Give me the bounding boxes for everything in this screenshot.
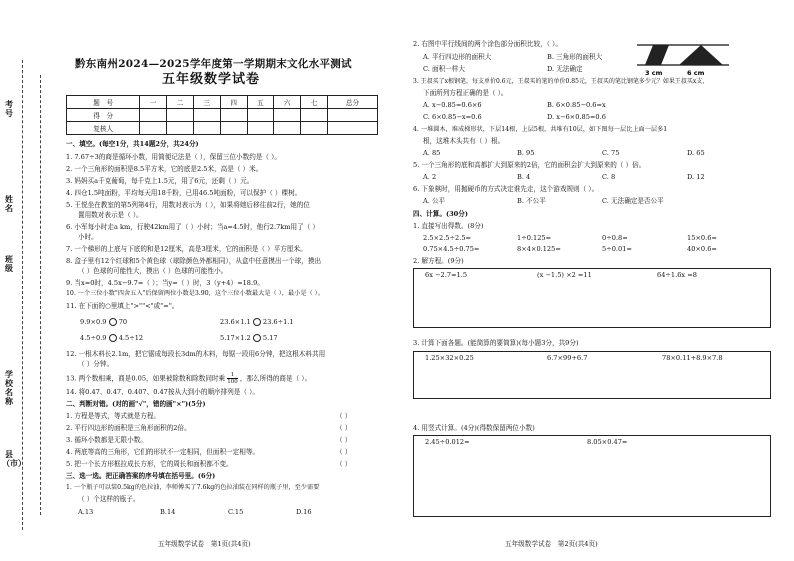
score-entry[interactable] — [274, 109, 301, 122]
question-1-6: 6. 小军每小时走a km，行驶42km用了（ ）小时；当a=4.5时，他行2.7km用了（ ） — [66, 223, 320, 231]
binding-margin — [0, 0, 58, 561]
choice-option: B. 不公平 — [517, 197, 546, 205]
shaded-parallelogram — [645, 45, 669, 65]
question-1-1: 1. 7.67÷3的商是循环小数，用简便记法是（ ），保留三位小数约是（ ）。 — [66, 153, 282, 161]
calc-part-2-heading: 2. 解方程。(9分) — [413, 257, 464, 265]
judge-answer-blank[interactable]: （ ） — [336, 460, 352, 468]
binding-label-exam-number: 考号 — [5, 99, 13, 118]
section-4-heading: 四、计算。(30分) — [413, 210, 468, 218]
reviewer-entry[interactable] — [167, 122, 194, 135]
compare-item — [80, 334, 143, 342]
direct-calc-item: 2.5×2.5÷2.5= — [423, 234, 472, 242]
choice-option: B. 三角形的面积大 — [547, 53, 603, 61]
score-entry[interactable] — [167, 109, 194, 122]
fraction — [227, 372, 238, 385]
question-1-13-text-end: ，那么所得的商是（ ）。 — [239, 374, 312, 383]
compare-circle[interactable] — [109, 334, 117, 342]
judge-answer-blank[interactable]: （ ） — [336, 448, 352, 456]
score-table-reviewer-row — [67, 122, 378, 135]
compare-right: 70 — [118, 318, 128, 326]
choice-option: A. x−0.85=0.6×6 — [423, 101, 482, 109]
question-1-8: 8. 盒子里有12个红球和5个黄色球（球除颜色外都相同），从盒中任意摸出一个球，摸出 — [66, 257, 322, 265]
compare-item — [80, 318, 127, 326]
score-entry[interactable] — [193, 109, 220, 122]
choice-option: C.15 — [228, 508, 244, 516]
binding-label-school: 学校名称 — [5, 369, 13, 406]
direct-calc-item: 40×0.6= — [687, 245, 717, 253]
equation-item: 64÷1.6x =8 — [657, 271, 697, 279]
reviewer-entry[interactable] — [220, 122, 247, 135]
parallel-lines-figure — [635, 44, 731, 78]
question-1-8-cont: （ ）色球的可能性大，摸出（ ）色球的可能性小。 — [78, 267, 228, 275]
equation-item: (x −1.5) ×2 =11 — [537, 271, 592, 279]
vertical-calc-item: 2.45÷0.012≈ — [425, 438, 470, 446]
choice-option: D. x−6×0.85=0.6 — [547, 113, 606, 121]
score-table-score-row — [67, 109, 378, 122]
section-1-heading: 一、填空。(每空1分，共14题2分，共24分) — [66, 140, 199, 148]
choice-option: B. 95 — [517, 149, 535, 157]
score-table-header-row — [67, 96, 378, 109]
question-1-7: 7. 一个梯形的上底与下底的和是12厘米，高是3厘米，它的面积是（ ）平方厘米。 — [66, 245, 307, 253]
calc-part-1-heading: 1. 直接写出得数。(8分) — [413, 222, 484, 230]
compare-right: 23.6÷1.1 — [262, 318, 294, 326]
direct-calc-item: 1÷0.125= — [517, 234, 552, 242]
binding-dashed-line — [22, 60, 23, 530]
calc-part-3-heading: 3. 计算下面各题。(能简算的要简算)(每小题3分，共9分) — [413, 339, 579, 347]
choice-option: A. 85 — [423, 149, 441, 157]
question-1-9: 9. 当x=0时，4.5x−9.7=（ ）；当y=（ ）时，3（y+4）=18.9。 — [66, 279, 264, 287]
compare-circle[interactable] — [253, 334, 261, 342]
compare-item — [220, 318, 294, 326]
choice-option: A. 2 — [423, 173, 437, 181]
question-1-12-cont: （ ）分钟。 — [78, 360, 114, 368]
compare-right: 5.17 — [262, 334, 278, 342]
binding-label-county: 县（市） — [2, 449, 26, 468]
compare-left: 9.9×0.9 — [80, 318, 107, 326]
reviewer-entry[interactable] — [301, 122, 328, 135]
binding-fill-line — [40, 75, 41, 515]
compare-circle[interactable] — [109, 318, 117, 326]
question-1-13 — [66, 372, 311, 385]
direct-calc-item: 0÷0.8= — [602, 234, 628, 242]
compare-left: 4.5÷0.9 — [80, 334, 107, 342]
page-footer: 五年级数学试卷 第1页(共4页) — [158, 540, 251, 548]
score-cell: 六 — [274, 96, 301, 109]
reviewer-entry[interactable] — [247, 122, 274, 135]
score-cell: 三 — [193, 96, 220, 109]
reviewer-entry[interactable] — [274, 122, 301, 135]
choice-1: 1. 一个瓶子可以装0.5kg的色拉油，李师傅买了7.6kg的色拉油装在同样的瓶子里，至少需要 — [66, 484, 320, 491]
score-cell: 题 号 — [67, 96, 140, 109]
question-1-2: 2. 一个三角形的面积是8.5平方米，它的底是2.5米，高是（ ）米。 — [66, 165, 263, 173]
choice-3-cont: 下面所列方程正确的是（ ）。 — [423, 89, 508, 97]
compare-circle[interactable] — [253, 318, 261, 326]
figure-label-3cm: 3 cm — [645, 69, 663, 77]
vertical-calc-answer-box[interactable] — [413, 435, 771, 517]
score-table — [66, 95, 378, 135]
question-1-14: 14. 将0.47、0.47̇、0.407、0.4̇7̇按从大到小的顺序排列是（ ）。 — [66, 388, 259, 396]
choice-option: C. 8 — [602, 173, 616, 181]
score-entry[interactable] — [301, 109, 328, 122]
question-1-5-cont: 置用数对表示是（ ）。 — [78, 211, 143, 219]
question-1-6-cont: 小时。 — [78, 233, 98, 241]
compare-left: 5.17×1.2 — [220, 334, 251, 342]
question-1-5: 5. 王悦坐在教室的第5列第4行，用数对表示为（ ），如果将她后移往前2行，她的位 — [66, 201, 310, 209]
score-cell: 七 — [301, 96, 328, 109]
page-footer: 五年级数学试卷 第2页(共4页) — [505, 540, 598, 548]
score-cell: 得 分 — [67, 109, 140, 122]
choice-option: D. 无法确定 — [547, 65, 583, 73]
simplify-item: 78×0.11+8.9×7.8 — [662, 354, 723, 362]
choice-4: 4. 一堆圆木，堆成梯形状，下层14根，上层5根，共堆有10层，如下图每一层比上面一层多1 — [413, 126, 668, 133]
fraction-numerator: 1 — [227, 372, 238, 379]
judge-item-1: 1. 方程是等式，等式就是方程。 — [66, 412, 161, 420]
choice-option: D.16 — [296, 508, 312, 516]
choice-option: C. 6×0.85−x=0.6 — [423, 113, 482, 121]
score-entry[interactable] — [247, 109, 274, 122]
score-entry[interactable] — [220, 109, 247, 122]
choice-option: A.13 — [78, 508, 94, 516]
choice-option: D. 12 — [687, 173, 705, 181]
choice-6: 6. 下象棋时，用抛硬币的方式决定谁先走，这个游戏规则（ ）。 — [413, 185, 599, 193]
shaded-triangle — [679, 45, 723, 65]
section-3-heading: 三、选一选。把正确答案的序号填在括号里。(6分) — [66, 472, 216, 480]
judge-answer-blank[interactable]: （ ） — [336, 424, 352, 432]
simplify-item: 1.25×32×0.25 — [425, 354, 474, 362]
exam-page-2 — [397, 0, 794, 561]
exam-subject-title: 五年级数学试卷 — [162, 72, 261, 87]
question-1-3: 3. 妈妈买a千克葡萄，每千克上1.5元，用了6元，还剩（ ）元。 — [66, 177, 254, 185]
section-2-heading: 二、判断对错。(对的画"√"，错的画"×")(5分) — [66, 400, 206, 408]
question-1-4: 4. 四仓1.5吨面粉，平均每天用18千粉，已用46.5吨面粉，可以保护（ ）棵树。 — [66, 189, 302, 197]
choice-option: C. 75 — [602, 149, 620, 157]
choice-5: 5. 一个三角形的底和高都扩大到原来的2倍，它的面积会扩大到原来的（ ）倍。 — [413, 161, 646, 169]
choice-option: D. 65 — [687, 149, 705, 157]
judge-item-4: 4. 两底等高的三角形，它们的形状不一定相同，但面积一定相等。 — [66, 448, 260, 456]
fraction-denominator: 100 — [227, 379, 238, 385]
compare-right: 4.5÷12 — [118, 334, 144, 342]
reviewer-entry[interactable] — [140, 122, 167, 135]
score-entry[interactable] — [140, 109, 167, 122]
reviewer-entry[interactable] — [327, 122, 377, 135]
choice-3: 3. 王叔买了x根钢笔，每支单价0.6元，王叔买的笔的单价0.85元，王叔买的笔比钢笔多少元？如果王叔买x支， — [413, 78, 709, 85]
exam-title: 黔东南州2024—2025学年度第一学期期末文化水平测试 — [75, 58, 352, 70]
question-1-13-text: 13. 两个数相乘，商是0.05，如果被除数和除数同时乘 — [66, 374, 226, 383]
judge-item-5: 5. 把一个长方形框拉成长方形，它的周长和面积都不变。 — [66, 460, 233, 468]
equation-item: 6x −2.7=1.5 — [425, 271, 468, 279]
direct-calc-item: 15×0.6= — [687, 234, 717, 242]
score-entry[interactable] — [327, 109, 377, 122]
score-cell: 总分 — [327, 96, 377, 109]
choice-option: B.14 — [160, 508, 176, 516]
choice-option: C. 面积一样大 — [423, 65, 465, 73]
calc-part-4-heading: 4. 用竖式计算。(4分)(得数保留两位小数) — [413, 424, 535, 432]
choice-option: A. 公平 — [423, 197, 446, 205]
judge-answer-blank[interactable]: （ ） — [336, 412, 352, 420]
choice-option: C. 无法确定是否公平 — [602, 197, 664, 205]
judge-item-2: 2. 平行四边形的面积是三角形面积的2倍。 — [66, 424, 191, 432]
choice-option: A. 平行四边形的面积大 — [423, 53, 492, 61]
direct-calc-item: 0.75×4.5÷0.75= — [423, 245, 480, 253]
score-cell: 复核人 — [67, 122, 140, 135]
score-cell: 一 — [140, 96, 167, 109]
simplify-item: 6.7×99+6.7 — [547, 354, 588, 362]
choice-option: B. 6×0.85−0.6=x — [547, 101, 606, 109]
binding-label-class: 班级 — [5, 254, 13, 273]
choice-4-cont: 根，这堆木头共有（ ）根。 — [423, 137, 505, 145]
question-1-12: 12. 一根木料长2.1m，把它锯成每段长3dm的木料，每锯一段用6分钟，把这根木料共用 — [66, 350, 326, 358]
figure-label-6cm: 6 cm — [687, 69, 705, 77]
direct-calc-item: 8×4×0.125= — [517, 245, 561, 253]
compare-left: 23.6×1.1 — [220, 318, 251, 326]
score-cell: 四 — [220, 96, 247, 109]
judge-answer-blank[interactable]: （ ） — [336, 436, 352, 444]
compare-item — [220, 334, 278, 342]
vertical-calc-item: 8.05×0.47≈ — [587, 438, 628, 446]
choice-1-cont: （ ）个这样的瓶子。 — [78, 495, 140, 503]
choice-2: 2. 右图中平行线间的两个涂色部分面积比较，（ ）。 — [413, 40, 562, 48]
direct-calc-item: 5÷0.01= — [602, 245, 632, 253]
question-1-10: 10. 一个三位小数"四舍五入"后保留两位小数是3.90，这个三位小数最大是（ ），最小是（ ）。 — [66, 290, 324, 297]
binding-label-name: 姓名 — [5, 194, 13, 213]
judge-item-3: 3. 循环小数都是无限小数。 — [66, 436, 147, 444]
score-cell: 五 — [247, 96, 274, 109]
reviewer-entry[interactable] — [193, 122, 220, 135]
score-cell: 二 — [167, 96, 194, 109]
question-1-11: 11. 在下面的○里填上">""<"或"="。 — [66, 302, 179, 310]
choice-option: B. 4 — [517, 173, 531, 181]
